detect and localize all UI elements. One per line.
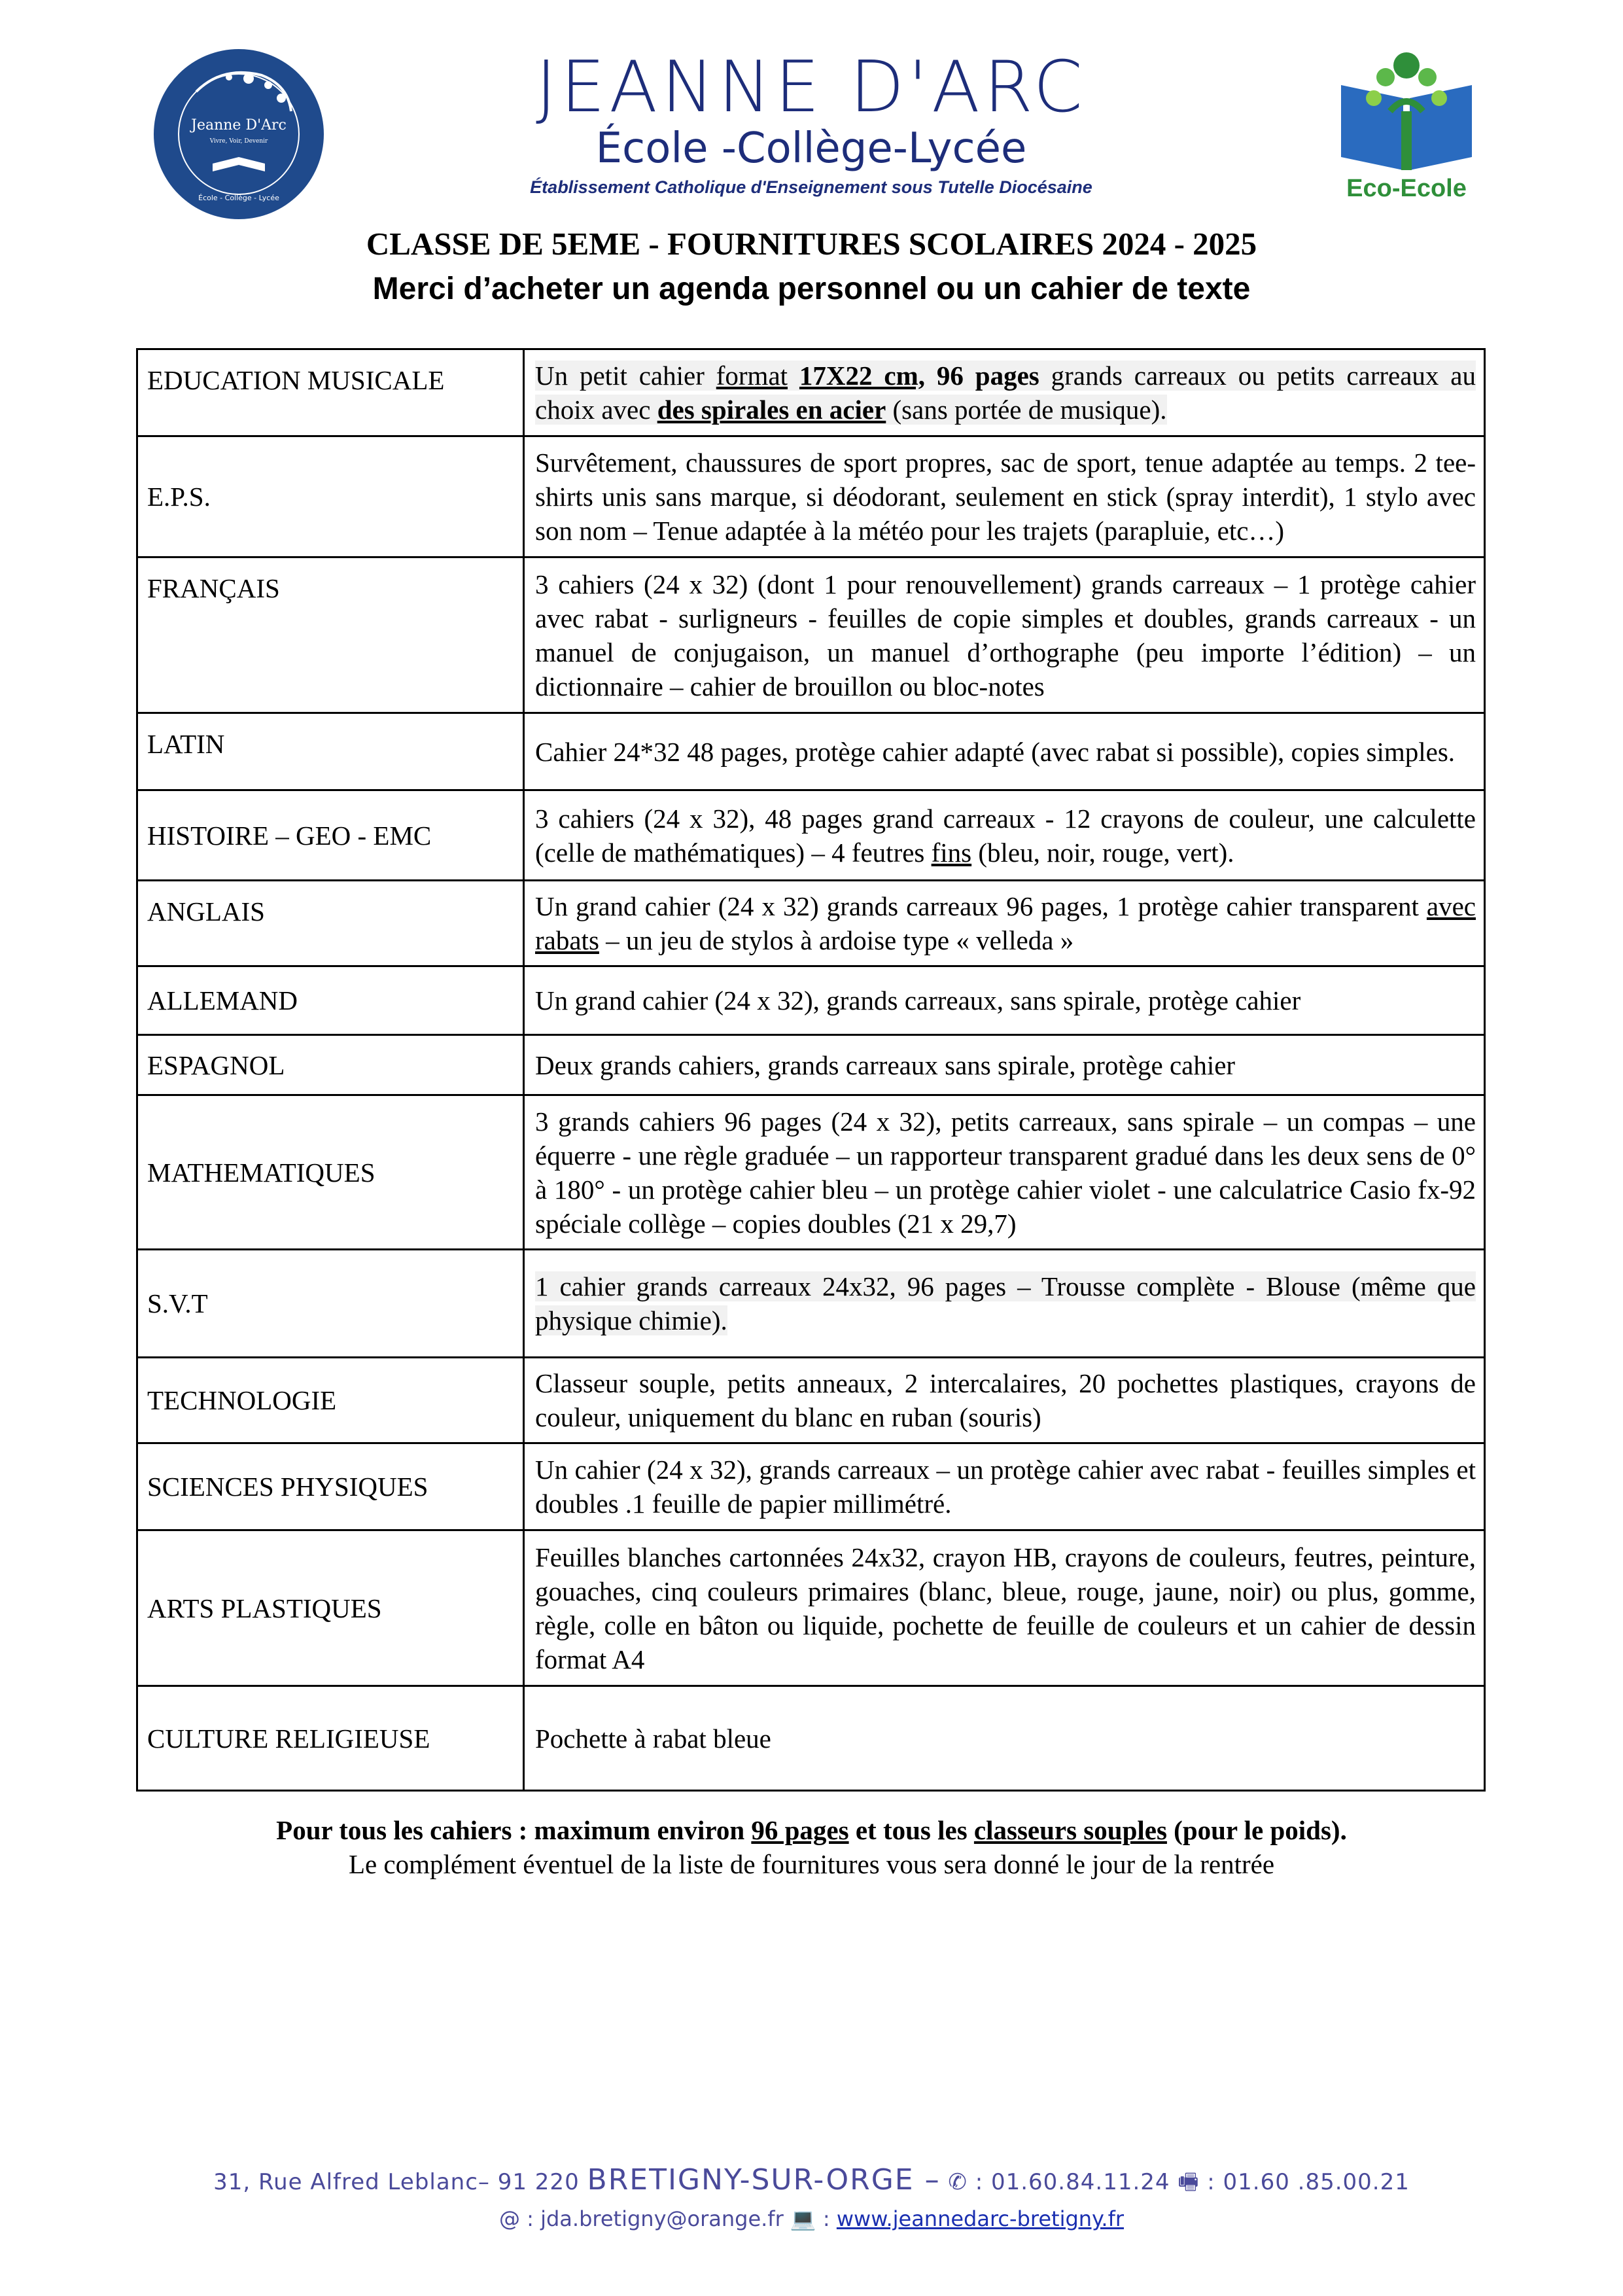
subject-cell: SCIENCES PHYSIQUES: [137, 1443, 524, 1530]
logo-left-ring: École - Collège - Lycée: [198, 194, 279, 202]
text-run: Un grand cahier (24 x 32) grands carreaux 96 pages, 1 protège cahier transparent: [535, 891, 1427, 921]
text-run: avec: [1426, 891, 1476, 921]
subject-cell: TECHNOLOGIE: [137, 1358, 524, 1443]
fax-icon: 🖷: [1178, 2169, 1200, 2195]
city: BRETIGNY-SUR-ORGE –: [587, 2163, 941, 2197]
text-run: format: [716, 361, 788, 391]
school-brand: [366, 46, 1256, 198]
description-cell: Pochette à rabat bleue: [524, 1686, 1485, 1791]
phone-icon: ✆: [948, 2169, 968, 2195]
table-row: [137, 1443, 1485, 1530]
table-row: [137, 713, 1485, 790]
subject-cell: HISTOIRE – GEO - EMC: [137, 790, 524, 881]
email[interactable]: @ : jda.bretigny@orange.fr: [498, 2206, 790, 2231]
weight-note: [0, 1812, 1623, 1848]
school-logo: [150, 46, 327, 222]
table-row: [137, 1358, 1485, 1443]
logo-left-name: Jeanne D'Arc: [191, 117, 287, 133]
text-run: 96 pages: [925, 361, 1039, 391]
subject-cell: E.P.S.: [137, 436, 524, 557]
description-cell: Classeur souple, petits anneaux, 2 intercalaires, 20 pochettes plastiques, crayons de couleur, uniquement du blanc en ruban (souris): [524, 1358, 1485, 1443]
logo-left-motto: Vivre, Voir, Devenir: [209, 138, 268, 145]
table-row: [137, 436, 1485, 557]
text-run: 3 cahiers (24 x 32), 48 pages grand carreaux - 12 crayons de couleur, une calculette (celle de mathématiques) – 4 feutres: [535, 803, 1476, 868]
footer-contact: [0, 2206, 1623, 2231]
table-row: [137, 1095, 1485, 1250]
fax-number: : 01.60 .85.00.21: [1199, 2169, 1410, 2195]
eco-ecole-label: Eco-Ecole: [1346, 175, 1467, 202]
text-run: – un jeu de stylos à ardoise type « velleda »: [599, 925, 1074, 955]
table-row: [137, 1530, 1485, 1686]
description-cell: 3 grands cahiers 96 pages (24 x 32), petits carreaux, sans spirale – un compas – une équerre - une règle graduée – un rapporteur transparent gradué dans les deux sens de 0° à 180° - un protège cahier bleu – un protège cahier violet - une calculatrice Casio fx-92 spéciale collège – copies doubles (21 x 29,7): [524, 1095, 1485, 1250]
description-cell: Feuilles blanches cartonnées 24x32, crayon HB, crayons de couleurs, feutres, peinture, gouaches, cinq couleurs primaires (blanc, bleue, rouge, jaune, noir) ou plus, gomme, règle, colle en bâton ou liquide, pochette de feuille de couleurs et un cahier de dessin format A4: [524, 1530, 1485, 1686]
computer-icon: 💻: [790, 2206, 816, 2231]
street-address: 31, Rue Alfred Leblanc– 91 220: [213, 2169, 587, 2195]
complement-note: Le complément éventuel de la liste de fournitures vous sera donné le jour de la rentrée: [348, 1849, 1275, 1879]
subject-cell: LATIN: [137, 713, 524, 790]
subject-cell: ESPAGNOL: [137, 1035, 524, 1095]
description-cell: [524, 349, 1485, 436]
table-row: [137, 1035, 1485, 1095]
eco-ecole-logo: [1328, 39, 1485, 203]
table-row: [137, 966, 1485, 1035]
table-row: [137, 557, 1485, 713]
description-text: [535, 361, 1476, 425]
description-cell: Survêtement, chaussures de sport propres, sac de sport, tenue adaptée au temps. 2 tee-shirts unis sans marque, si déodorant, seulement en stick (spray interdit), 1 stylo avec son nom – Tenue adaptée à la météo pour les trajets (parapluie, etc…): [524, 436, 1485, 557]
subject-cell: EDUCATION MUSICALE: [137, 349, 524, 436]
text-run: (bleu, noir, rouge, vert).: [971, 837, 1234, 868]
table-row: [137, 1686, 1485, 1791]
description-cell: Cahier 24*32 48 pages, protège cahier adapté (avec rabat si possible), copies simples.: [524, 713, 1485, 790]
page-subtitle: Merci d’acheter un agenda personnel ou un cahier de texte: [372, 272, 1251, 306]
subject-cell: CULTURE RELIGIEUSE: [137, 1686, 524, 1791]
subject-cell: FRANÇAIS: [137, 557, 524, 713]
text-run: fins: [931, 837, 972, 868]
text-run: [788, 361, 799, 391]
subject-cell: S.V.T: [137, 1250, 524, 1358]
description-cell: Un cahier (24 x 32), grands carreaux – un protège cahier avec rabat - feuilles simples et doubles .1 feuille de papier millimétré.: [524, 1443, 1485, 1530]
page-title: CLASSE DE 5EME - FOURNITURES SCOLAIRES 2024 - 2025: [366, 226, 1257, 262]
table-row: [137, 349, 1485, 436]
brand-tagline: Établissement Catholique d'Enseignement sous Tutelle Diocésaine: [530, 177, 1092, 198]
text-run: et tous les: [848, 1815, 974, 1845]
description-cell: Deux grands cahiers, grands carreaux sans spirale, protège cahier: [524, 1035, 1485, 1095]
text-run: des spirales en acier: [657, 395, 886, 425]
subject-cell: ANGLAIS: [137, 881, 524, 966]
text-run: (pour le poids).: [1166, 1815, 1347, 1845]
table-row: [137, 1250, 1485, 1358]
text-run: rabats: [535, 925, 599, 955]
footer-address: [0, 2163, 1623, 2204]
subject-cell: ARTS PLASTIQUES: [137, 1530, 524, 1686]
description-cell: [524, 881, 1485, 966]
text-run: (sans portée de musique).: [886, 395, 1167, 425]
text-run: grands carreaux ou petits carreaux au choix avec: [535, 361, 1476, 425]
description-cell: 3 cahiers (24 x 32) (dont 1 pour renouvellement) grands carreaux – 1 protège cahier avec rabat - surligneurs - feuilles de copie simples et doubles, grands carreaux - un manuel de conjugaison, un manuel d’orthographe (peu importe l’édition) – un dictionnaire – cahier de brouillon ou bloc-notes: [524, 557, 1485, 713]
text-run: Pour tous les cahiers : maximum environ: [276, 1815, 752, 1845]
website-link[interactable]: www.jeannedarc-bretigny.fr: [836, 2206, 1125, 2231]
description-cell: [524, 790, 1485, 881]
table-row: [137, 881, 1485, 966]
description-cell: [524, 1250, 1485, 1358]
supplies-table: [136, 348, 1486, 1792]
phone-number: : 01.60.84.11.24: [967, 2169, 1178, 2195]
subject-cell: MATHEMATIQUES: [137, 1095, 524, 1250]
brand-title: JEANNE D'ARC: [536, 46, 1087, 128]
description-text: 1 cahier grands carreaux 24x32, 96 pages – Trousse complète - Blouse (même que physique chimie).: [535, 1271, 1476, 1335]
subject-cell: ALLEMAND: [137, 966, 524, 1035]
text-run: 96 pages: [751, 1815, 849, 1845]
description-cell: Un grand cahier (24 x 32), grands carreaux, sans spirale, protège cahier: [524, 966, 1485, 1035]
table-row: [137, 790, 1485, 881]
text-run: 17X22 cm,: [799, 361, 926, 391]
text-run: Un petit cahier: [535, 361, 716, 391]
web-separator: :: [816, 2206, 837, 2231]
text-run: classeurs souples: [973, 1815, 1167, 1845]
brand-subtitle: École -Collège-Lycée: [595, 124, 1027, 173]
